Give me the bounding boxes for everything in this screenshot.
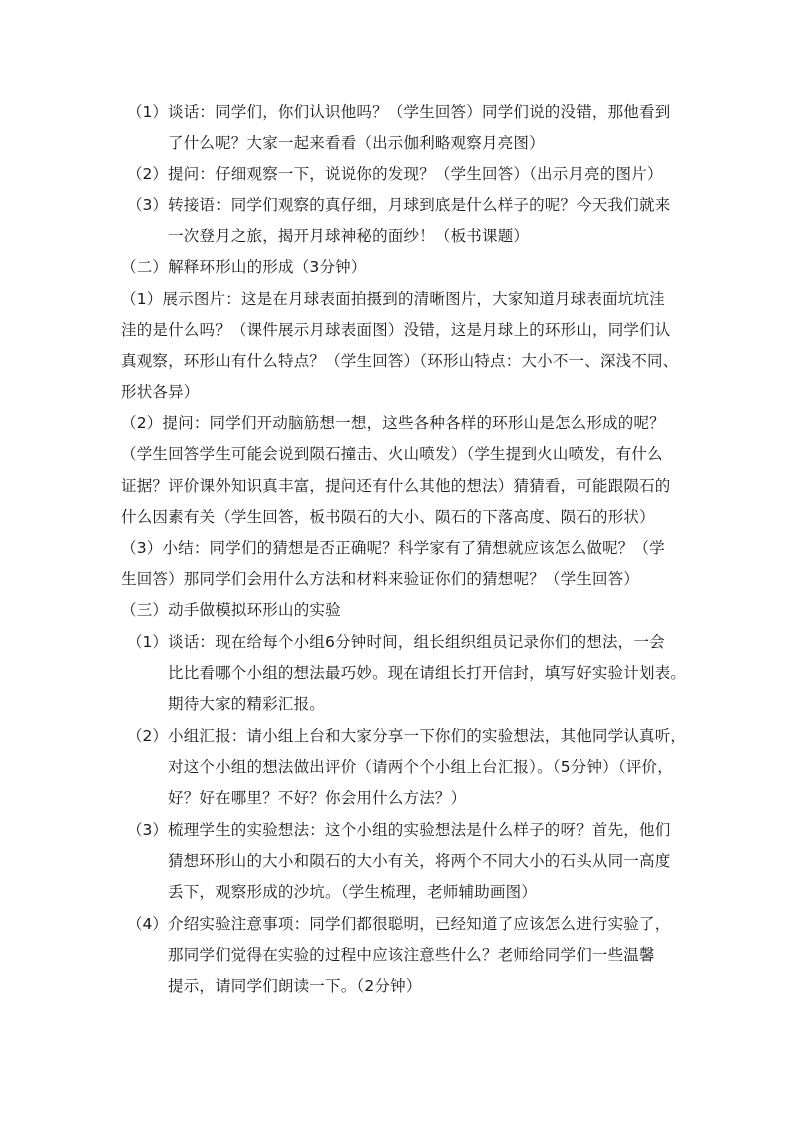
section-2-para-3-line-1: （3）小结：同学们的猜想是否正确呢？科学家有了猜想就应该怎么做呢？（学 [121,539,665,557]
section-3-item-4-line-3: 提示，请同学们朗读一下。（2分钟） [168,977,422,995]
section-2-para-2-line-1: （2）提问：同学们开动脑筋想一想，这些各种各样的环形山是怎么形成的呢？ [121,414,665,432]
section-3-item-2-number: （2） [127,727,168,745]
section-3-item-4-number: （4） [127,915,168,933]
intro-item-2-number: （2） [127,165,168,183]
section-3-item-4-line-2: 那同学们觉得在实验的过程中应该注意些什么？老师给同学们一些温馨 [168,946,655,964]
intro-item-1-line-2: 了什么呢？大家一起来看看（出示伽利略观察月亮图） [168,134,545,152]
intro-item-3-number: （3） [127,196,168,214]
section-3-item-4-line-1: 介绍实验注意事项：同学们都很聪明，已经知道了应该怎么进行实验了， [168,915,671,933]
section-3-item-2-line-2: 对这个小组的想法做出评价（请两个个小组上台汇报）。（5分钟）（评价， [168,758,673,776]
section-2-para-1-line-1: （1）展示图片：这是在月球表面拍摄到的清晰图片，大家知道月球表面坑坑洼 [121,290,665,308]
intro-item-3-line-2: 一次登月之旅，揭开月球神秘的面纱！（板书课题） [168,227,530,245]
section-3-item-1-line-1: 谈话：现在给每个小组6分钟时间，组长组织组员记录你们的想法，一会 [168,633,665,651]
section-3-item-3-number: （3） [127,821,168,839]
section-2-para-2-line-4: 什么因素有关（学生回答，板书陨石的大小、陨石的下落高度、陨石的形状） [121,508,655,526]
intro-item-1-number: （1） [127,103,168,121]
section-2-para-1-line-4: 形状各异） [121,383,200,401]
section-2-heading: （二）解释环形山的形成（3分钟） [121,258,367,276]
section-3-item-1-line-2: 比比看哪个小组的想法最巧妙。现在请组长打开信封，填写好实验计划表。 [168,664,687,682]
intro-item-1-line-1: 谈话：同学们，你们认识他吗？（学生回答）同学们说的没错，那他看到 [168,103,671,121]
section-3-item-3-line-3: 丢下，观察形成的沙坑。（学生梳理，老师辅助画图） [168,883,538,901]
section-3-heading: （三）动手做模拟环形山的实验 [121,601,341,619]
section-3-item-3-line-2: 猜想环形山的大小和陨石的大小有关，将两个不同大小的石头从同一高度 [168,852,671,870]
section-2-para-1-line-2: 洼的是什么吗？（课件展示月球表面图）没错，这是月球上的环形山，同学们认 [121,321,671,339]
intro-item-3-line-1: 转接语：同学们观察的真仔细，月球到底是什么样子的呢？今天我们就来 [168,196,671,214]
section-3-item-2-line-3: 好？好在哪里？不好？你会用什么方法？） [168,789,467,807]
section-3-item-3-line-1: 梳理学生的实验想法：这个小组的实验想法是什么样子的呀？首先，他们 [168,821,671,839]
section-3-item-2-line-1: 小组汇报：请小组上台和大家分享一下你们的实验想法，其他同学认真听， [168,727,687,745]
section-2-para-3-line-2: 生回答）那同学们会用什么方法和材料来验证你们的猜想呢？（学生回答） [121,570,640,588]
section-3-item-1-line-3: 期待大家的精彩汇报。 [168,695,326,713]
section-2-para-2-line-2: （学生回答学生可能会说到陨石撞击、火山喷发）（学生提到火山喷发，有什么 [121,445,663,463]
section-2-para-2-line-3: 证据？评价课外知识真丰富，提问还有什么其他的想法）猜猜看，可能跟陨石的 [121,477,671,495]
intro-item-2-line-1: 提问：仔细观察一下，说说你的发现？（学生回答）（出示月亮的图片） [168,165,663,183]
section-2-para-1-line-3: 真观察，环形山有什么特点？（学生回答）（环形山特点：大小不一、深浅不同、 [121,352,679,370]
section-3-item-1-number: （1） [127,633,168,651]
